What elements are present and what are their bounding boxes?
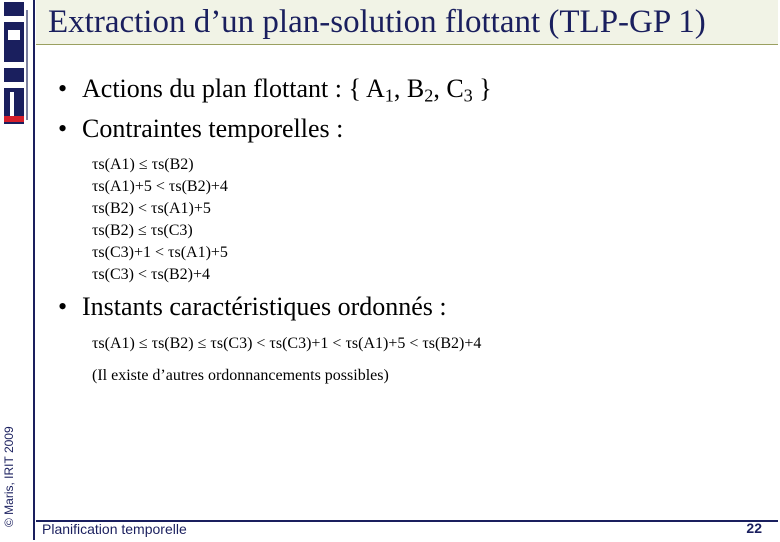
bullet-constraints: • Contraintes temporelles : <box>58 114 344 143</box>
constraint-6: τs(C3) < τs(B2)+4 <box>92 266 211 283</box>
copyright: © Maris, IRIT 2009 <box>2 426 16 527</box>
constraint-3: τs(B2) < τs(A1)+5 <box>92 200 211 217</box>
bullet-dot: • <box>58 114 68 143</box>
constraint-2: τs(A1)+5 < τs(B2)+4 <box>92 178 228 195</box>
constraint-4: τs(B2) ≤ τs(C3) <box>92 222 193 239</box>
bullet-actions: • Actions du plan flottant : { $A_1$, $B_2$, $C_3$ } <box>58 74 492 106</box>
constraint-1: τs(A1) ≤ τs(B2) <box>92 156 194 173</box>
footer-title: Planification temporelle <box>42 521 187 537</box>
page-number: 22 <box>746 520 762 536</box>
bullet-dot: • <box>58 74 68 103</box>
constraint-5: τs(C3)+1 < τs(A1)+5 <box>92 244 228 261</box>
note-text: (Il existe d’autres ordonnancements possibles) <box>92 367 389 384</box>
left-rule <box>33 0 35 540</box>
irit-logo <box>0 0 32 130</box>
bullet-instants: • Instants caractéristiques ordonnés : <box>58 292 447 321</box>
bullet-dot: • <box>58 292 68 321</box>
ordering-line: τs(A1) ≤ τs(B2) ≤ τs(C3) < τs(C3)+1 < τs(A1)+5 < τs(B2)+4 <box>92 335 482 352</box>
slide-title: Extraction d’un plan-solution flottant (TLP-GP 1) <box>48 4 706 40</box>
constraints-list <box>92 154 228 286</box>
